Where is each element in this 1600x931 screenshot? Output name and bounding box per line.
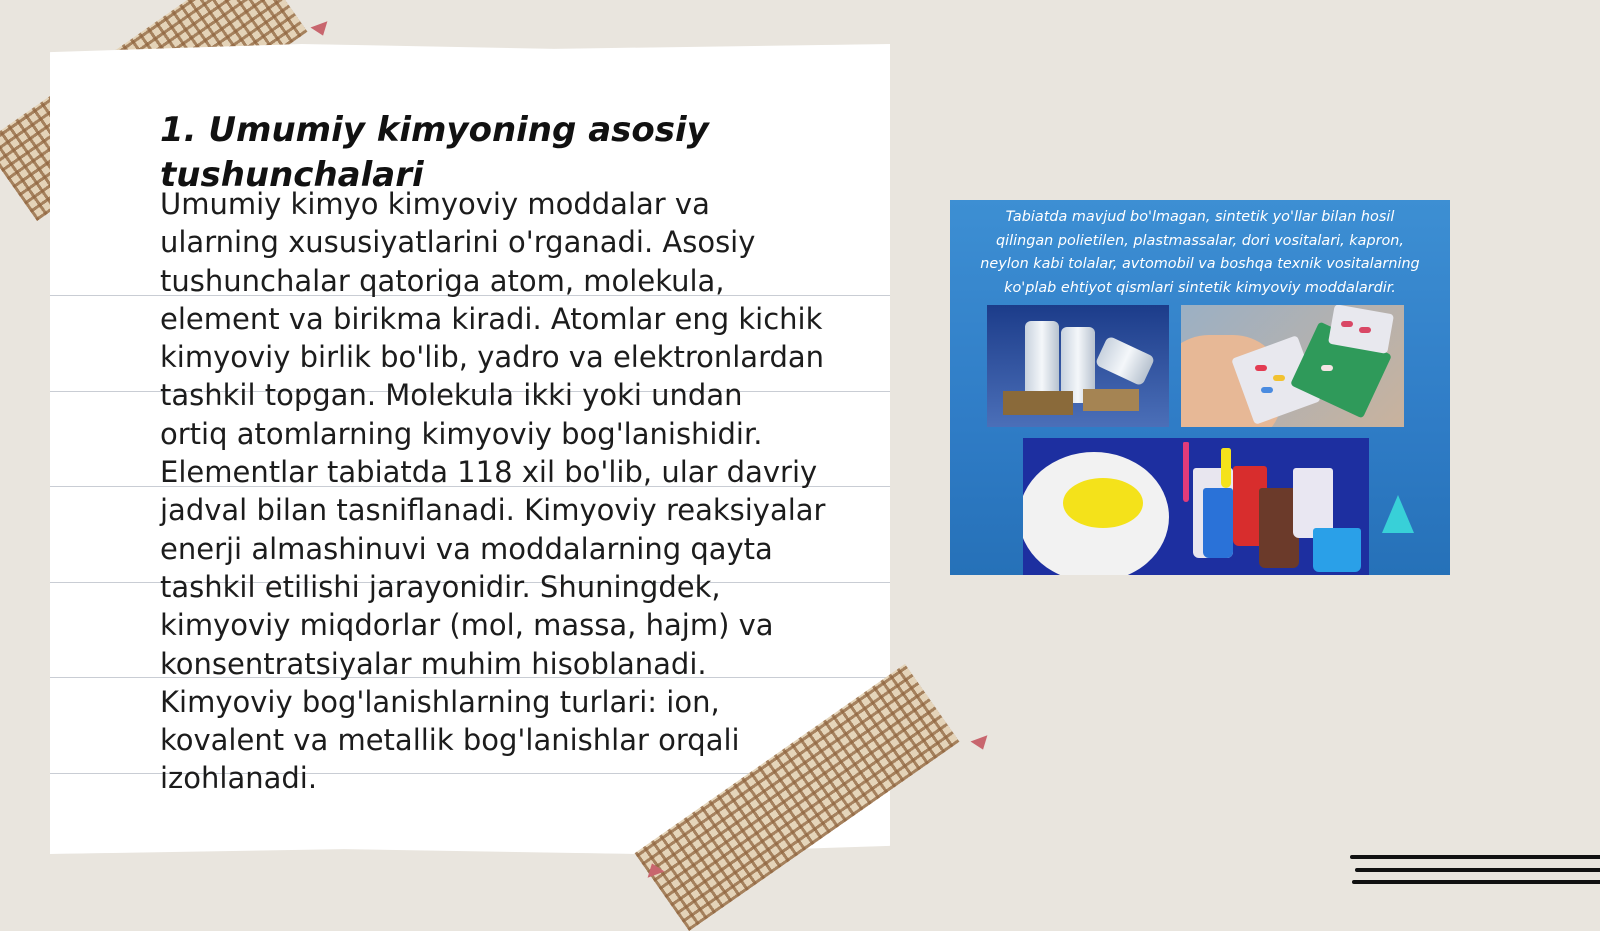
body-line: tushunchalar qatoriga atom, molekula, — [160, 263, 725, 298]
image-caption — [954, 206, 1446, 300]
image-caption-line: neylon kabi tolalar, avtomobil va boshqa texnik vositalarning — [980, 256, 1420, 272]
image-caption-line: qilingan polietilen, plastmassalar, dori vositalari, kapron, — [995, 232, 1405, 249]
flask-icon — [1382, 495, 1414, 533]
plastic-dishes-photo — [1023, 438, 1369, 575]
body-paragraph — [160, 185, 860, 798]
slide-title-line: tushunchalari — [160, 155, 424, 195]
image-caption-line: ko'plab ehtiyot qismlari sintetik kimyoviy moddalardir. — [1004, 279, 1396, 296]
body-line: Kimyoviy bog'lanishlarning turlari: ion, — [160, 684, 720, 719]
body-line: kimyoviy miqdorlar (mol, massa, hajm) va — [160, 608, 774, 643]
decorative-stroke — [1355, 868, 1600, 872]
body-line: konsentratsiyalar muhim hisoblanadi. — [160, 646, 707, 681]
synthetic-materials-image — [950, 200, 1450, 575]
decorative-stroke — [1350, 855, 1600, 859]
decorative-stroke — [1352, 880, 1600, 884]
body-line: Elementlar tabiatda 118 xil bo'lib, ular davriy — [160, 455, 818, 490]
body-line: tashkil etilishi jarayonidir. Shuningdek, — [160, 569, 721, 604]
body-line: tashkil topgan. Molekula ikki yoki undan — [160, 378, 743, 413]
body-line: enerji almashinuvi va moddalarning qayta — [160, 531, 773, 566]
body-line: jadval bilan tasniflanadi. Kimyoviy reaksiyalar — [160, 493, 826, 528]
body-line: ularning xususiyatlarini o'rganadi. Asosiy — [160, 225, 756, 260]
body-line: izohlanadi. — [160, 761, 318, 796]
body-line: Umumiy kimyo kimyoviy moddalar va — [160, 187, 710, 221]
tape-tip-decoration — [970, 735, 991, 752]
slide-title-line: 1. Umumiy kimyoning asosiy — [160, 110, 709, 150]
tape-tip-decoration — [310, 21, 331, 38]
image-caption-line: Tabiatda mavjud bo'lmagan, sintetik yo'llar bilan hosil — [1005, 209, 1395, 225]
body-line: element va birikma kiradi. Atomlar eng kichik — [160, 301, 823, 336]
medicine-blister-packs-photo — [1181, 305, 1404, 427]
plastic-film-rolls-photo — [987, 305, 1169, 427]
body-line: ortiq atomlarning kimyoviy bog'lanishidir. — [160, 416, 763, 451]
body-line: kovalent va metallik bog'lanishlar orqali — [160, 723, 740, 758]
body-line: kimyoviy birlik bo'lib, yadro va elektronlardan — [160, 340, 825, 375]
